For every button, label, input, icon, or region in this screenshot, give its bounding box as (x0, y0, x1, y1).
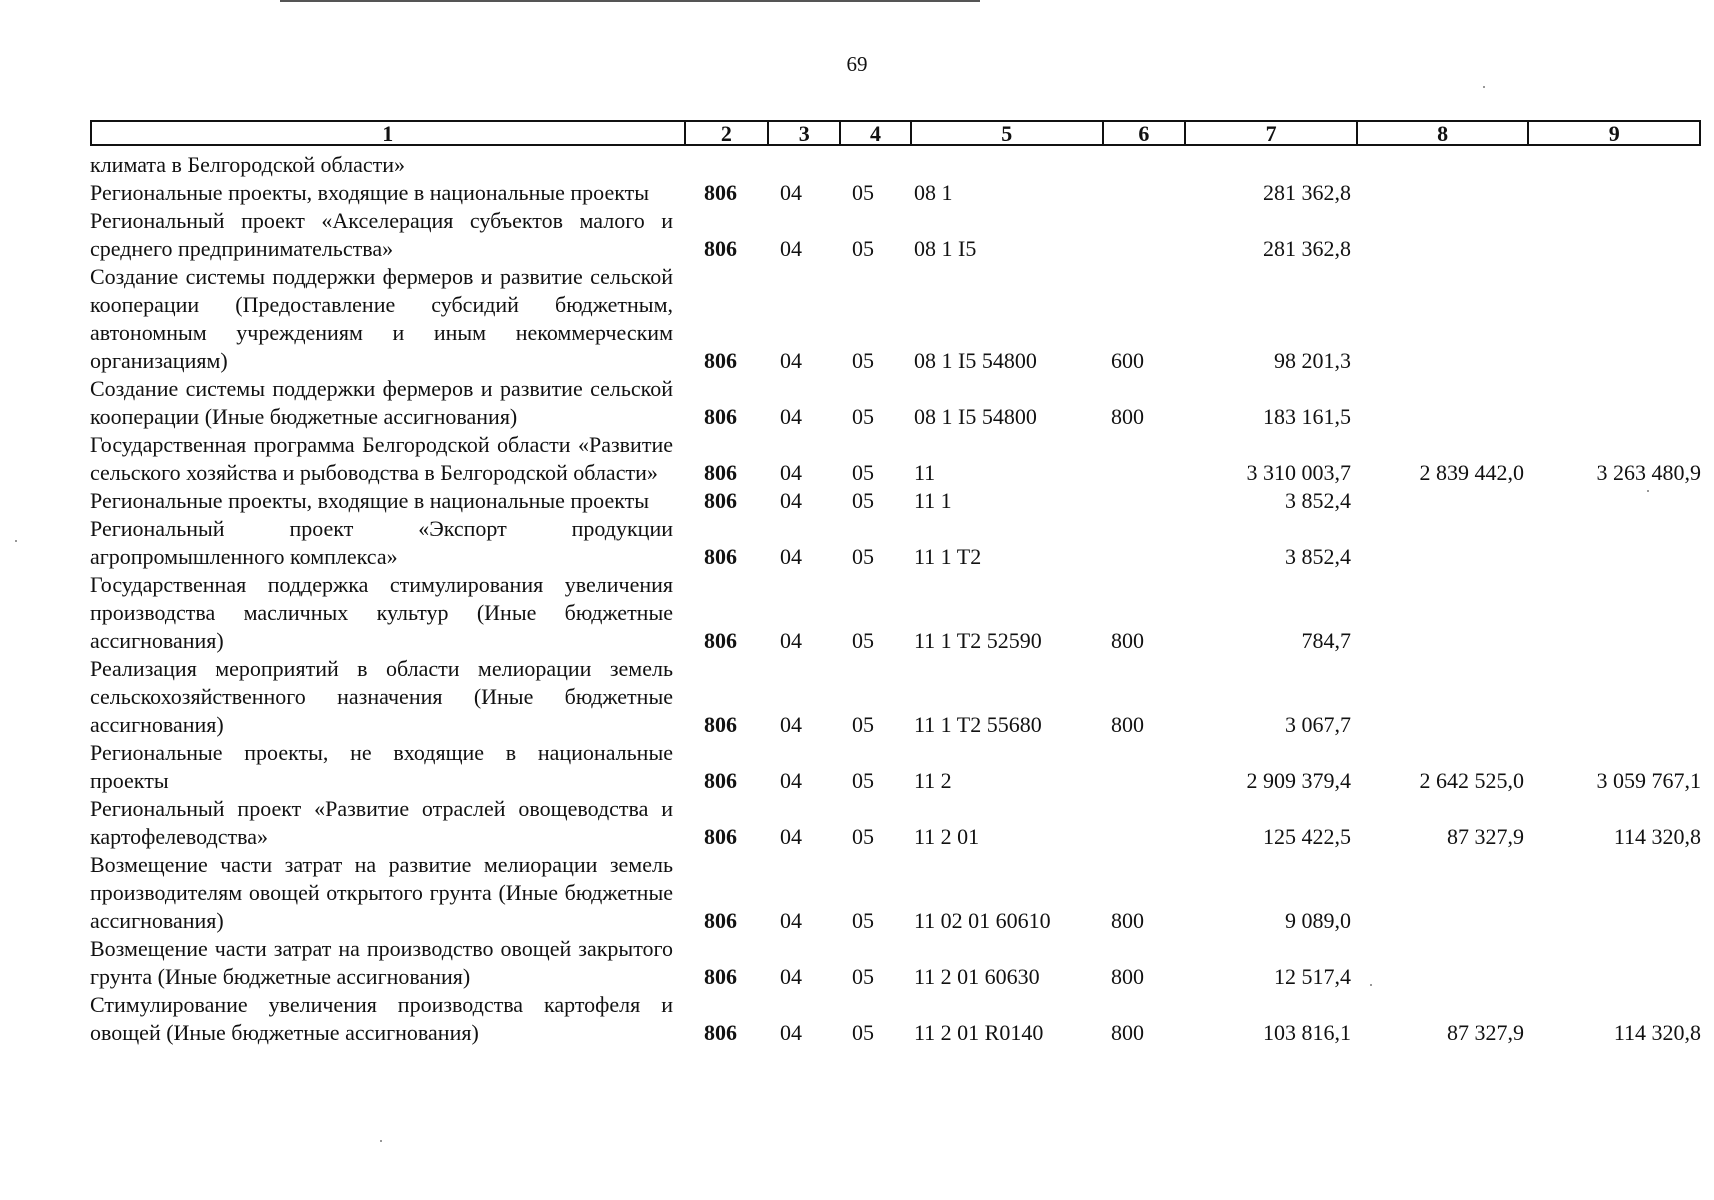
code-target-article: 11 1 T2 (914, 544, 982, 569)
code-subsection: 05 (852, 180, 874, 205)
row-description: Государственная программа Белгородской области «Развитие сельского хозяйства и рыбоводства в Белгородской области» (90, 432, 673, 485)
table-row (90, 571, 1701, 655)
table-row (90, 263, 1701, 375)
row-description: Региональные проекты, входящие в национальные проекты (90, 180, 650, 205)
header-col-9: 9 (1608, 121, 1620, 146)
page-number: 69 (846, 52, 868, 76)
code-section: 04 (780, 180, 802, 205)
row-description: Реализация мероприятий в области мелиорации земель сельскохозяйственного назначения (Иные бюджетные ассигнования) (90, 656, 673, 737)
code-section: 04 (780, 544, 802, 569)
header-col-2: 2 (686, 122, 770, 144)
code-target-article: 11 2 (914, 768, 952, 793)
header-col-6: 6 (1104, 122, 1187, 144)
row-description: Создание системы поддержки фермеров и развитие сельской кооперации (Иные бюджетные ассигнования) (90, 376, 673, 429)
code-target-article: 08 1 I5 54800 (914, 404, 1037, 429)
header-col-5: 5 (912, 122, 1104, 144)
code-section: 04 (780, 768, 802, 793)
code-target-article: 11 2 01 60630 (914, 964, 1040, 989)
code-ministry: 806 (704, 236, 737, 261)
amount-col-7: 125 422,5 (1263, 824, 1351, 849)
code-subsection: 05 (852, 488, 874, 513)
amount-col-9: 3 059 767,1 (1596, 768, 1701, 793)
scan-speck (1647, 490, 1649, 492)
code-expense-type: 800 (1111, 1020, 1144, 1045)
amount-col-7: 12 517,4 (1274, 964, 1351, 989)
table-row (90, 151, 1701, 179)
amount-col-7: 3 067,7 (1285, 712, 1351, 737)
amount-col-8: 2 839 442,0 (1419, 460, 1524, 485)
code-expense-type: 800 (1111, 712, 1144, 737)
row-description: Возмещение части затрат на развитие мелиорации земель производителям овощей открытого грунта (Иные бюджетные ассигнования) (90, 852, 673, 933)
row-description: Региональные проекты, не входящие в национальные проекты (90, 740, 673, 793)
table-row (90, 515, 1701, 571)
code-section: 04 (780, 1020, 802, 1045)
header-col-7: 7 (1186, 122, 1358, 144)
row-description: Создание системы поддержки фермеров и развитие сельской кооперации (Предоставление субсидий бюджетным, автономным учреждениям и иным некоммерческим организациям) (90, 264, 673, 373)
code-subsection: 05 (852, 460, 874, 485)
table-row (90, 431, 1701, 487)
amount-col-7: 2 909 379,4 (1246, 768, 1351, 793)
code-section: 04 (780, 964, 802, 989)
scan-speck (1483, 86, 1485, 88)
table-row (90, 375, 1701, 431)
amount-col-9: 3 263 480,9 (1596, 460, 1701, 485)
code-ministry: 806 (704, 712, 737, 737)
code-target-article: 11 (914, 460, 936, 485)
amount-col-8: 2 642 525,0 (1419, 768, 1524, 793)
code-ministry: 806 (704, 964, 737, 989)
amount-col-7: 784,7 (1301, 628, 1351, 653)
code-expense-type: 600 (1111, 348, 1144, 373)
amount-col-7: 3 852,4 (1285, 544, 1351, 569)
code-ministry: 806 (704, 628, 737, 653)
table-body (90, 151, 1701, 1047)
amount-col-8: 87 327,9 (1447, 824, 1524, 849)
code-section: 04 (780, 488, 802, 513)
amount-col-7: 98 201,3 (1274, 348, 1351, 373)
code-subsection: 05 (852, 1020, 874, 1045)
code-section: 04 (780, 908, 802, 933)
code-ministry: 806 (704, 824, 737, 849)
code-subsection: 05 (852, 348, 874, 373)
code-target-article: 11 1 (914, 488, 952, 513)
amount-col-7: 3 852,4 (1285, 488, 1351, 513)
row-description: Региональный проект «Экспорт продукции агропромышленного комплекса» (90, 516, 673, 569)
code-subsection: 05 (852, 236, 874, 261)
code-ministry: 806 (704, 544, 737, 569)
code-section: 04 (780, 404, 802, 429)
code-expense-type: 800 (1111, 908, 1144, 933)
code-target-article: 11 02 01 60610 (914, 908, 1051, 933)
row-description: климата в Белгородской области» (90, 152, 406, 177)
scan-top-edge-line (280, 0, 980, 2)
code-section: 04 (780, 348, 802, 373)
amount-col-7: 281 362,8 (1263, 180, 1351, 205)
code-subsection: 05 (852, 768, 874, 793)
code-section: 04 (780, 824, 802, 849)
table-row (90, 655, 1701, 739)
header-col-3: 3 (769, 122, 841, 144)
amount-col-7: 183 161,5 (1263, 404, 1351, 429)
code-subsection: 05 (852, 712, 874, 737)
code-ministry: 806 (704, 1020, 737, 1045)
code-subsection: 05 (852, 544, 874, 569)
code-section: 04 (780, 628, 802, 653)
code-subsection: 05 (852, 908, 874, 933)
scan-speck (1370, 984, 1372, 986)
scan-speck (15, 540, 17, 542)
table-row (90, 179, 1701, 207)
row-description: Региональный проект «Развитие отраслей овощеводства и картофелеводства» (90, 796, 673, 849)
header-col-1: 1 (92, 122, 686, 144)
amount-col-7: 3 310 003,7 (1246, 460, 1351, 485)
header-col-4: 4 (841, 122, 912, 144)
code-target-article: 11 2 01 R0140 (914, 1020, 1044, 1045)
row-description: Региональные проекты, входящие в национальные проекты (90, 488, 650, 513)
table-row (90, 851, 1701, 935)
code-target-article: 08 1 I5 (914, 236, 977, 261)
code-expense-type: 800 (1111, 404, 1144, 429)
table-header-row (90, 120, 1701, 146)
code-section: 04 (780, 460, 802, 485)
row-description: Возмещение части затрат на производство овощей закрытого грунта (Иные бюджетные ассигнования) (90, 936, 673, 989)
code-ministry: 806 (704, 404, 737, 429)
row-description: Стимулирование увеличения производства картофеля и овощей (Иные бюджетные ассигнования) (90, 992, 673, 1045)
code-section: 04 (780, 712, 802, 737)
code-ministry: 806 (704, 460, 737, 485)
code-ministry: 806 (704, 768, 737, 793)
code-target-article: 11 1 T2 55680 (914, 712, 1042, 737)
table-row (90, 739, 1701, 795)
amount-col-7: 9 089,0 (1285, 908, 1351, 933)
code-ministry: 806 (704, 348, 737, 373)
code-target-article: 08 1 (914, 180, 953, 205)
code-ministry: 806 (704, 180, 737, 205)
row-description: Региональный проект «Акселерация субъектов малого и среднего предпринимательства» (90, 208, 673, 261)
header-col-8: 8 (1358, 122, 1530, 144)
amount-col-9: 114 320,8 (1613, 1020, 1701, 1045)
code-target-article: 11 1 T2 52590 (914, 628, 1042, 653)
table-row (90, 935, 1701, 991)
code-expense-type: 800 (1111, 628, 1144, 653)
amount-col-8: 87 327,9 (1447, 1020, 1524, 1045)
amount-col-9: 114 320,8 (1613, 824, 1701, 849)
row-description: Государственная поддержка стимулирования увеличения производства масличных культур (Иные бюджетные ассигнования) (90, 572, 673, 653)
code-target-article: 08 1 I5 54800 (914, 348, 1037, 373)
scan-speck (380, 1140, 382, 1142)
code-ministry: 806 (704, 488, 737, 513)
amount-col-7: 281 362,8 (1263, 236, 1351, 261)
code-ministry: 806 (704, 908, 737, 933)
code-subsection: 05 (852, 964, 874, 989)
table-row (90, 487, 1701, 515)
code-subsection: 05 (852, 628, 874, 653)
code-section: 04 (780, 236, 802, 261)
code-expense-type: 800 (1111, 964, 1144, 989)
amount-col-7: 103 816,1 (1263, 1020, 1351, 1045)
table-row (90, 795, 1701, 851)
table-row (90, 991, 1701, 1047)
code-subsection: 05 (852, 824, 874, 849)
table-row (90, 207, 1701, 263)
code-target-article: 11 2 01 (914, 824, 980, 849)
code-subsection: 05 (852, 404, 874, 429)
